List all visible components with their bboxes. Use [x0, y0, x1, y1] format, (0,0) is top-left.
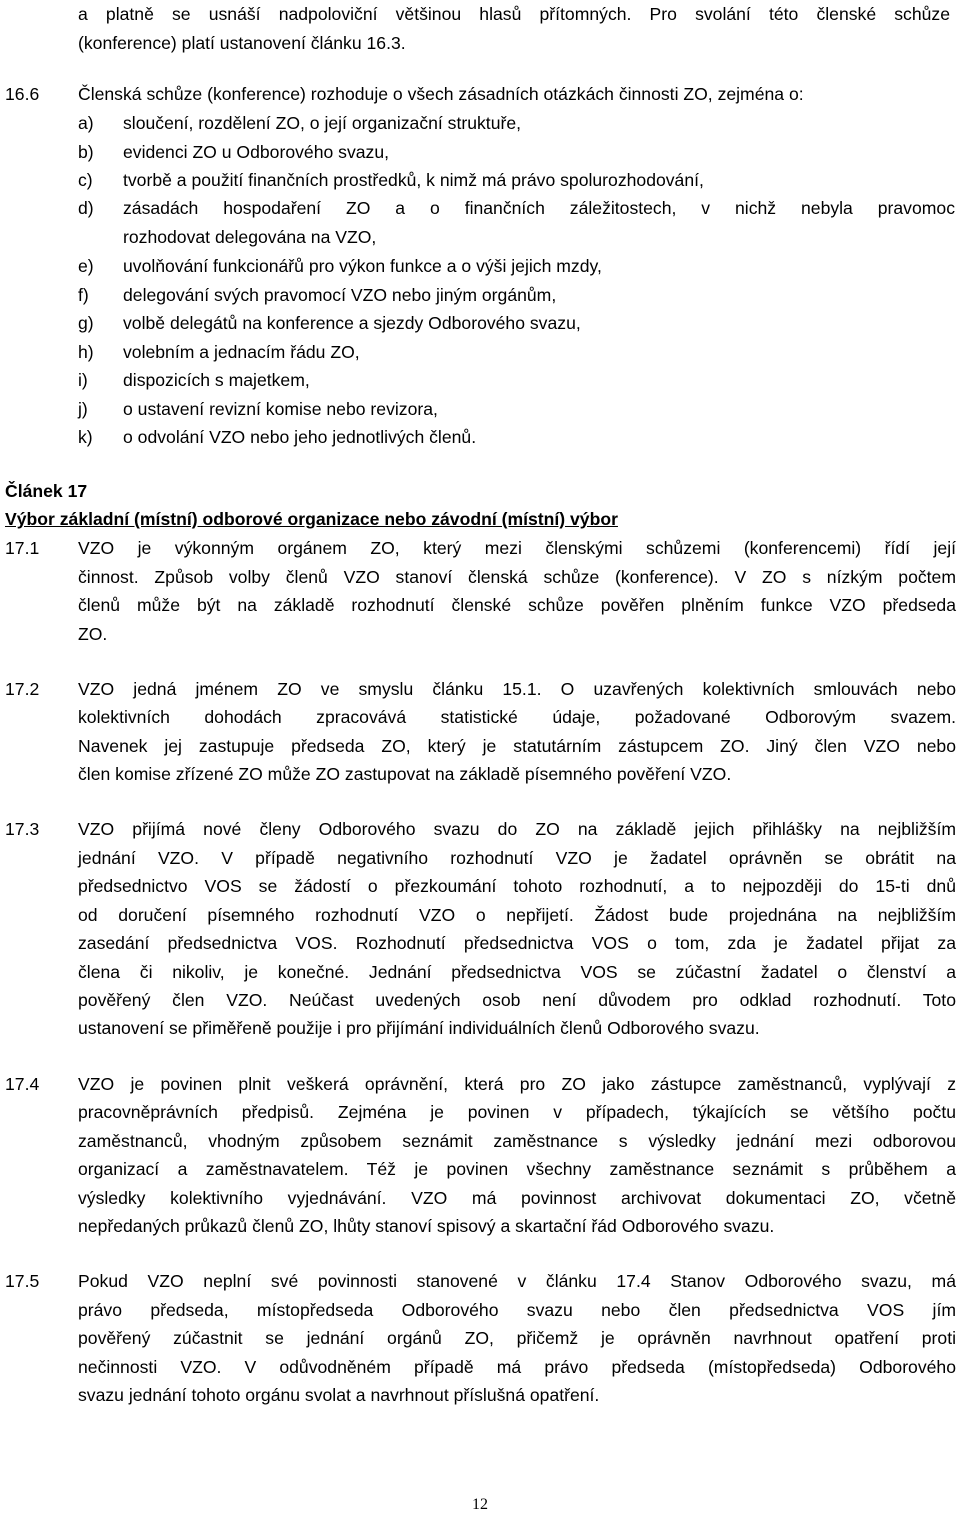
list-item [78, 423, 958, 452]
paragraph-17-3-number: 17.3 [5, 819, 40, 839]
list-item-label: b) [78, 142, 94, 162]
paragraph-17-1-line: ZO. [78, 624, 108, 644]
list-item-text: zásadách hospodaření ZO a o finančních záležitostech, v nichž nebyla pravomoc [123, 198, 955, 218]
paragraph-17-5-line: nečinnosti VZO. V odůvodněném případě má právo předseda (místopředseda) Odborového [78, 1357, 956, 1377]
paragraph-17-5-line: svazu jednání tohoto orgánu svolat a navrhnout příslušná opatření. [78, 1385, 600, 1405]
intro-line-1: a platně se usnáší nadpoloviční většinou hlasů přítomných. Pro svolání této členské schůze [78, 4, 950, 24]
list-item-text: tvorbě a použití finančních prostředků, k nimž má právo spolurozhodování, [123, 170, 704, 190]
paragraph-17-3-line: člena či nikoliv, je konečné. Jednání předsednictva VOS se zúčastní žadatel o členství a [78, 962, 956, 982]
paragraph-17-2-line: člen komise zřízené ZO může ZO zastupovat na základě písemného pověření VZO. [78, 764, 732, 784]
paragraph-17-1-number: 17.1 [5, 538, 40, 558]
list-item-label: h) [78, 342, 94, 362]
paragraph-17-1-line: VZO je výkonným orgánem ZO, který mezi členskými schůzemi (konferencemi) řídí její [78, 538, 956, 558]
paragraph-17-3-line: pověřený člen VZO. Neúčast uvedených osob není důvodem pro odklad rozhodnutí. Toto [78, 990, 956, 1010]
list-item [78, 166, 958, 195]
paragraph-17-3-line: od doručení písemného rozhodnutí VZO o nepřijetí. Žádost bude projednána na nejbližším [78, 905, 956, 925]
paragraph-17-4-number: 17.4 [5, 1074, 40, 1094]
paragraph-17-3-line: předsednictvo VOS se žádostí o přezkoumání tohoto rozhodnutí, a to nejpozději do 15-ti dnů [78, 876, 956, 896]
paragraph-17-4-line: nepředaných průkazů členů ZO, lhůty stanoví spisový a skartační řád Odborového svazu. [78, 1216, 775, 1236]
list-item-label: a) [78, 113, 94, 133]
list-item-label: k) [78, 427, 93, 447]
paragraph-17-3-line: ustanovení se přiměřeně použije i pro přijímání individuálních členů Odborového svazu. [78, 1018, 760, 1038]
list-item-text: o ustavení revizní komise nebo revizora, [123, 399, 438, 419]
paragraph-17-1-line: členů může být na základě rozhodnutí členské schůze pověřen plněním funkce VZO předseda [78, 595, 956, 615]
paragraph-17-5-number: 17.5 [5, 1271, 40, 1291]
paragraph-17-2-number: 17.2 [5, 679, 40, 699]
list-item-text: o odvolání VZO nebo jeho jednotlivých členů. [123, 427, 477, 447]
paragraph-17-5-line: pověřený zúčastnit se jednání orgánů ZO, přičemž je oprávněn navrhnout opatření proti [78, 1328, 956, 1348]
list-item-text: uvolňování funkcionářů pro výkon funkce a o výši jejich mzdy, [123, 256, 602, 276]
list-item-text: volbě delegátů na konference a sjezdy Odborového svazu, [123, 313, 581, 333]
list-item [78, 252, 958, 281]
list-item-text: volebním a jednacím řádu ZO, [123, 342, 360, 362]
list-item-label: d) [78, 198, 94, 218]
article-subtitle: Výbor základní (místní) odborové organizace nebo závodní (místní) výbor [5, 509, 618, 529]
section-16-6-number: 16.6 [5, 84, 40, 104]
list-item [78, 109, 958, 138]
paragraph-17-4-line: VZO je povinen plnit veškerá oprávnění, která pro ZO jako zástupce zaměstnanců, vyplývají z [78, 1074, 956, 1094]
section-16-6-text: Členská schůze (konference) rozhoduje o všech zásadních otázkách činnosti ZO, zejména o: [78, 84, 804, 104]
paragraph-17-3-line: zasedání předsednictva VOS. Rozhodnutí předsednictva VOS o tom, zda je žadatel přijat za [78, 933, 956, 953]
intro-line-2: (konference) platí ustanovení článku 16.3. [78, 33, 406, 53]
list-item [78, 138, 958, 167]
paragraph-17-4-line: pracovněprávních předpisů. Zejména je povinen v případech, týkajících se většího počtu [78, 1102, 956, 1122]
page-number: 12 [472, 1496, 488, 1513]
list-item [78, 309, 958, 338]
list-item-text: dispozicích s majetkem, [123, 370, 310, 390]
paragraph-17-4-line: organizací a zaměstnavatelem. Též je povinen všechny zaměstnance seznámit s průběhem a [78, 1159, 956, 1179]
list-item-label: j) [78, 399, 88, 419]
list-item [78, 395, 958, 424]
paragraph-17-5-line: Pokud VZO neplní své povinnosti stanovené v článku 17.4 Stanov Odborového svazu, má [78, 1271, 956, 1291]
list-item-label: c) [78, 170, 93, 190]
list-item-label: f) [78, 285, 89, 305]
paragraph-17-2-line: kolektivních dohodách zpracovává statistické údaje, požadované Odborovým svazem. [78, 707, 956, 727]
list-item [78, 366, 958, 395]
paragraph-17-5-line: právo předseda, místopředseda Odborového svazu nebo člen předsednictva VOS jím [78, 1300, 956, 1320]
list-item-label: g) [78, 313, 94, 333]
list-item-text-continued: rozhodovat delegována na VZO, [123, 227, 377, 247]
list-item [78, 281, 958, 310]
article-heading: Článek 17 [5, 481, 88, 501]
paragraph-17-4-line: zaměstnanců, vhodným způsobem seznámit zaměstnance s výsledky jednání mezi odborovou [78, 1131, 956, 1151]
paragraph-17-4-line: výsledky kolektivního vyjednávání. VZO má povinnost archivovat dokumentaci ZO, včetně [78, 1188, 956, 1208]
paragraph-17-2-line: VZO jedná jménem ZO ve smyslu článku 15.1. O uzavřených kolektivních smlouvách nebo [78, 679, 956, 699]
paragraph-17-2-line: Navenek jej zastupuje předseda ZO, který je statutárním zástupcem ZO. Jiný člen VZO nebo [78, 736, 956, 756]
list-item-text: delegování svých pravomocí VZO nebo jiným orgánům, [123, 285, 557, 305]
list-item [78, 194, 958, 223]
paragraph-17-3-line: VZO přijímá nové členy Odborového svazu do ZO na základě jejich přihlášky na nejbližším [78, 819, 956, 839]
list-item-label: i) [78, 370, 88, 390]
list-item [78, 338, 958, 367]
paragraph-17-3-line: jednání VZO. V případě negativního rozhodnutí VZO je žadatel oprávněn se obrátit na [78, 848, 956, 868]
paragraph-17-1-line: činnost. Způsob volby členů VZO stanoví členská schůze (konference). V ZO s nízkým počtem [78, 567, 956, 587]
list-item-text: sloučení, rozdělení ZO, o její organizační struktuře, [123, 113, 522, 133]
list-item-text: evidenci ZO u Odborového svazu, [123, 142, 390, 162]
list-item-label: e) [78, 256, 94, 276]
